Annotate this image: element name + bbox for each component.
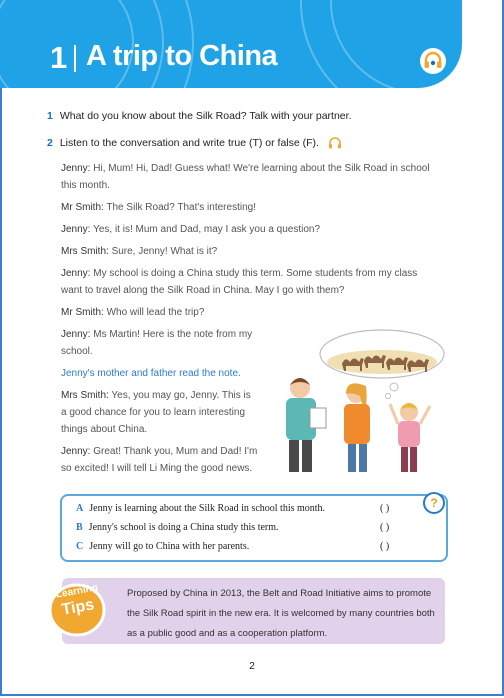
family-illustration: [276, 328, 448, 474]
item-text: Jenny will go to China with her parents.: [89, 541, 250, 552]
item-text: Jenny's school is doing a China study this term.: [88, 522, 279, 533]
jenny-figure: [390, 403, 430, 472]
dialogue-line: [61, 243, 446, 260]
dialogue-text: Ms Martin! Here is the note from my: [93, 329, 253, 340]
question-text: Listen to the conversation and write true (T) or false (F).: [59, 137, 319, 149]
unit-separator: [74, 45, 76, 72]
speaker-name: Mrs Smith:: [61, 246, 109, 257]
tips-badge-line1: Learning: [55, 582, 99, 601]
item-letter: A: [76, 503, 84, 514]
dialogue-text: so excited! I will tell Li Ming the good news.: [61, 463, 253, 474]
question-text: What do you know about the Silk Road? Talk with your partner.: [59, 110, 352, 122]
dialogue-line: [61, 443, 267, 477]
question-number: 1: [47, 110, 53, 122]
headphones-icon[interactable]: [328, 137, 342, 149]
mother-figure: [344, 383, 370, 472]
speaker-name: Jenny:: [61, 329, 91, 340]
dialogue-line: [61, 265, 446, 299]
dialogue-line: [61, 387, 267, 438]
speaker-name: Mr Smith:: [61, 202, 104, 213]
item-letter: C: [76, 541, 84, 552]
question-number: 2: [47, 137, 53, 149]
tips-badge-line2: Tips: [60, 596, 96, 619]
speaker-name: Jenny:: [61, 163, 91, 174]
speaker-name: Jenny:: [61, 224, 91, 235]
exercise-item: [76, 522, 279, 533]
answer-blank[interactable]: ( ): [380, 522, 390, 533]
dialogue-text: want to travel along the Silk Road in China. May I go with them?: [61, 285, 345, 296]
speaker-name: Mr Smith:: [61, 307, 104, 318]
unit-number: 1: [50, 40, 68, 75]
father-figure: [286, 378, 326, 472]
question-mark-icon: ?: [423, 492, 445, 514]
dialogue-text: The Silk Road? That's interesting!: [106, 202, 256, 213]
dialogue-line: [61, 304, 446, 321]
exercise-item: [76, 503, 325, 514]
unit-title: A trip to China: [86, 40, 278, 72]
dialogue-text: Sure, Jenny! What is it?: [111, 246, 218, 257]
exercise-item: [76, 541, 249, 552]
dialogue-text: a good chance for you to learn interesting: [61, 407, 246, 418]
dialogue-text: this month.: [61, 180, 110, 191]
note-paper-icon: [310, 408, 326, 428]
speaker-name: Jenny:: [61, 446, 91, 457]
dialogue-text: things about China.: [61, 424, 148, 435]
answer-blank[interactable]: ( ): [380, 541, 390, 552]
tips-text: Proposed by China in 2013, the Belt and Road Initiative aims to promote the Silk Road spirit in the new era. It is welcomed by many countries both as a public good and as a cooperation platform.: [127, 588, 435, 639]
headphones-icon[interactable]: [420, 48, 446, 74]
answer-blank[interactable]: ( ): [380, 503, 390, 514]
dialogue-line: [61, 199, 446, 216]
narration-line: Jenny's mother and father read the note.: [61, 368, 241, 379]
speaker-name: Jenny:: [61, 268, 91, 279]
dialogue-line: [61, 326, 267, 360]
dialogue-text: My school is doing a China study this term. Some students from my class: [93, 268, 418, 279]
page-number: 2: [249, 661, 255, 672]
speaker-name: Mrs Smith:: [61, 390, 109, 401]
dialogue-text: Hi, Mum! Hi, Dad! Guess what! We're learning about the Silk Road in school: [93, 163, 430, 174]
question-2: [47, 137, 342, 149]
dialogue-text: Yes, you may go, Jenny. This is: [111, 390, 251, 401]
item-text: Jenny is learning about the Silk Road in school this month.: [89, 503, 326, 514]
dialogue-line: [61, 221, 446, 238]
question-1: [47, 110, 351, 122]
dialogue-text: school.: [61, 346, 93, 357]
dialogue-text: Great! Thank you, Mum and Dad! I'm: [93, 446, 258, 457]
dialogue-text: Who will lead the trip?: [106, 307, 205, 318]
dialogue-line: [61, 160, 446, 194]
item-letter: B: [76, 522, 83, 533]
true-false-exercise: [60, 494, 448, 562]
dialogue-text: Yes, it is! Mum and Dad, may I ask you a question?: [93, 224, 321, 235]
